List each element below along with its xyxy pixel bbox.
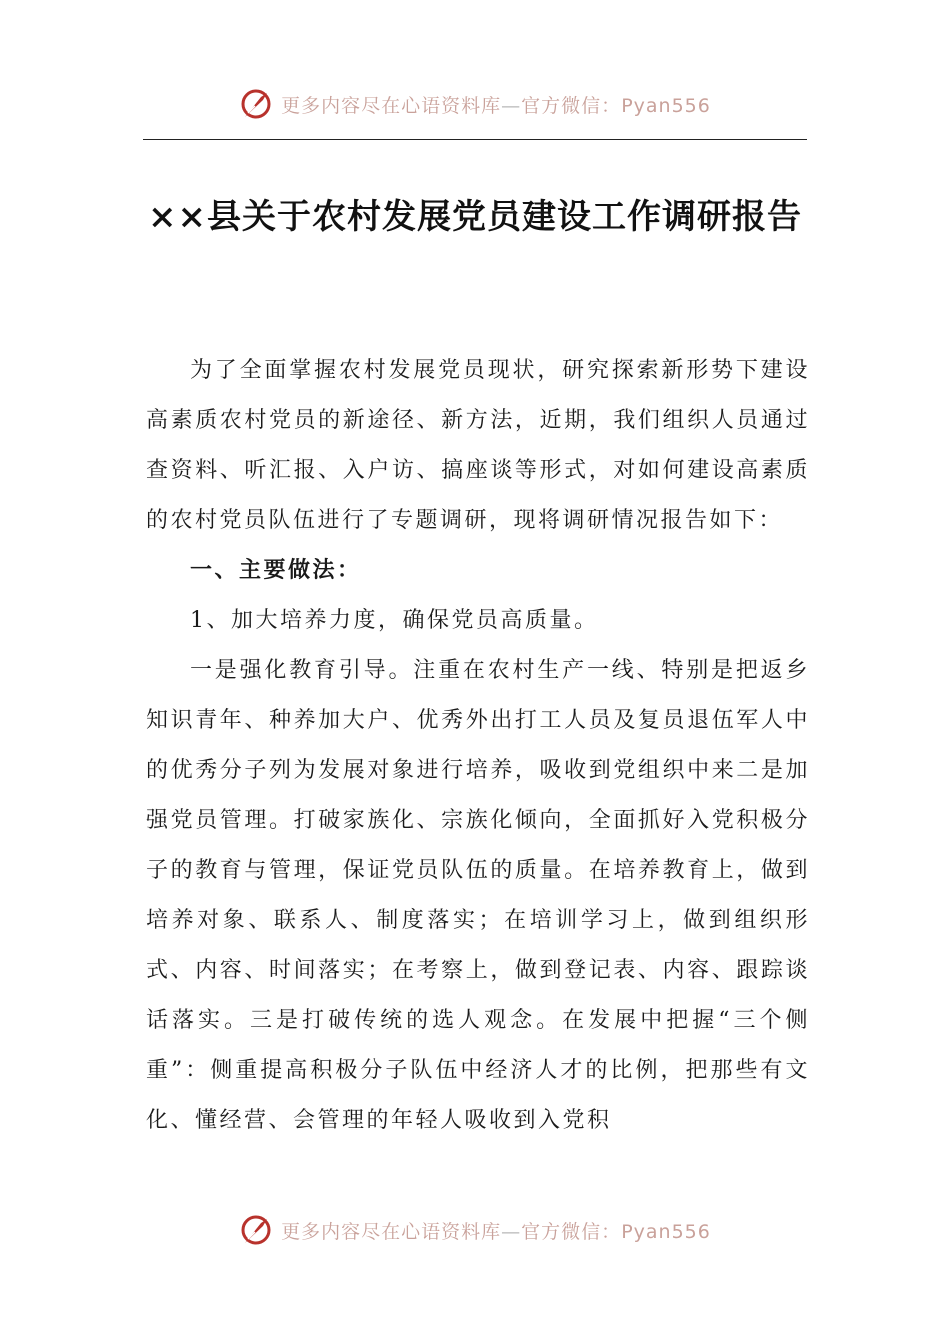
quill-logo-icon bbox=[239, 1213, 273, 1247]
banner-site-name: 更多内容尽在心语资料库 bbox=[281, 94, 502, 117]
banner-official-label: 官方微信： bbox=[521, 94, 622, 117]
header-divider bbox=[143, 139, 807, 140]
footer-banner bbox=[0, 1208, 950, 1252]
banner-wechat-id: Pyan556 bbox=[621, 94, 711, 117]
intro-paragraph: 为了全面掌握农村发展党员现状，研究探索新形势下建设高素质农村党员的新途径、新方法，近期，我们组织人员通过查资料、听汇报、入户访、搞座谈等形式，对如何建设高素质的农村党员队伍进行了专题调研，现将调研情况报告如下： bbox=[146, 358, 810, 533]
banner-official-label: 官方微信： bbox=[521, 1220, 622, 1243]
subsection-heading: 1、加大培养力度，确保党员高质量。 bbox=[190, 608, 599, 633]
header-banner bbox=[0, 82, 950, 126]
banner-dash: — bbox=[501, 1220, 522, 1243]
banner-site-name: 更多内容尽在心语资料库 bbox=[281, 1220, 502, 1243]
body-paragraph: 一是强化教育引导。注重在农村生产一线、特别是把返乡知识青年、种养加大户、优秀外出打工人员及复员退伍军人中的优秀分子列为发展对象进行培养，吸收到党组织中来二是加强党员管理。打破家族化、宗族化倾向，全面抓好入党积极分子的教育与管理，保证党员队伍的质量。在培养教育上，做到培养对象、联系人、制度落实；在培训学习上，做到组织形式、内容、时间落实；在考察上，做到登记表、内容、跟踪谈话落实。三是打破传统的选人观念。在发展中把握“三个侧重”：侧重提高积极分子队伍中经济人才的比例，把那些有文化、懂经营、会管理的年轻人吸收到入党积 bbox=[146, 658, 810, 1133]
banner-dash: — bbox=[501, 94, 522, 117]
header-banner-text bbox=[281, 91, 711, 118]
quill-logo-icon bbox=[239, 87, 273, 121]
footer-banner-text bbox=[281, 1217, 711, 1244]
document-title: ××县关于农村发展党员建设工作调研报告 bbox=[148, 197, 802, 237]
document-body bbox=[146, 346, 810, 1146]
banner-wechat-id: Pyan556 bbox=[621, 1220, 711, 1243]
section-heading: 一、主要做法： bbox=[190, 558, 362, 583]
